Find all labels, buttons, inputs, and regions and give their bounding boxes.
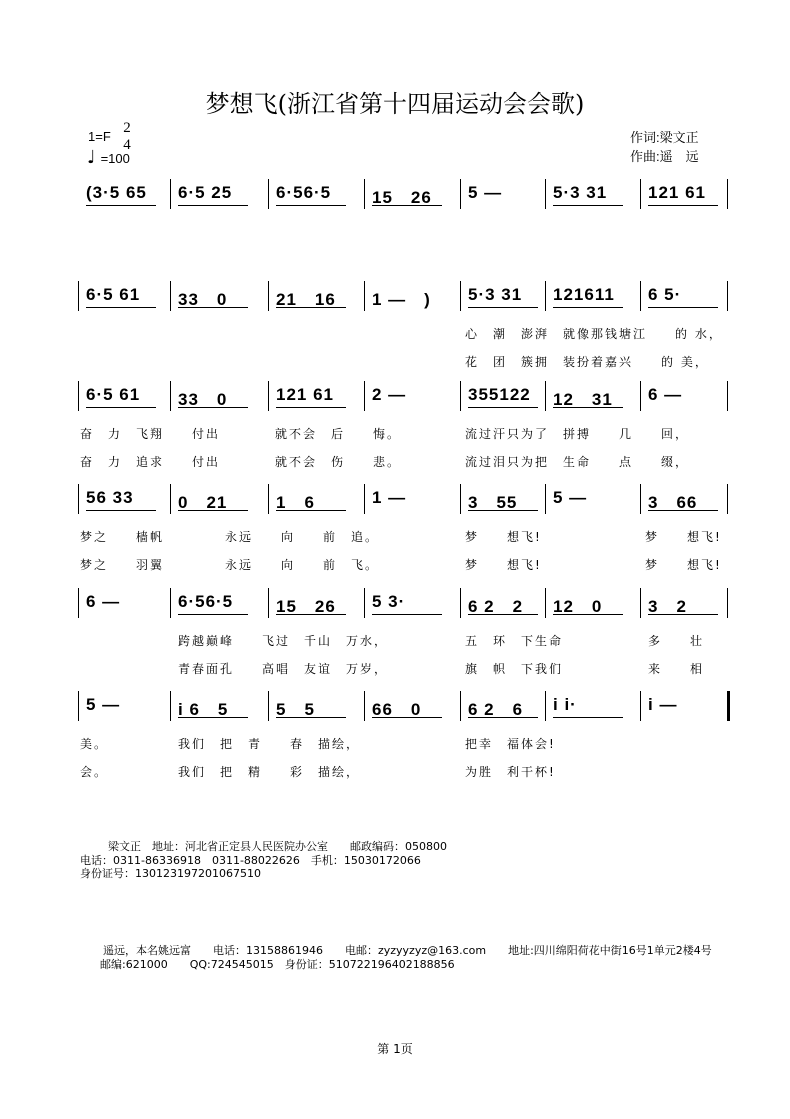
lyric-line: 梦之 樯帆 — [80, 530, 165, 544]
lyric-line: 把幸 福体会! — [465, 737, 556, 751]
measure-notes: 5·3 31 — [468, 285, 523, 304]
beam-underline — [276, 717, 346, 718]
measure-notes: 6 2 6 — [468, 700, 524, 719]
bar-line — [727, 381, 728, 411]
lyric-line: 心 潮 澎湃 就像那钱塘江 的 水， — [465, 327, 723, 341]
time-signature-bottom: 4 — [123, 137, 131, 153]
measure-notes: 6·5 61 — [86, 285, 141, 304]
beam-underline — [468, 407, 538, 408]
lyric-line: 会。 — [80, 765, 109, 779]
beam-underline — [178, 510, 248, 511]
measure-notes: 5 — — [86, 695, 121, 714]
measure-notes: 6·5 25 — [178, 183, 233, 202]
bar-line — [460, 484, 461, 514]
beam-underline — [468, 307, 538, 308]
lyric-line: 梦 想飞! — [645, 558, 722, 572]
bar-line — [170, 381, 171, 411]
measure-notes: 2 — — [372, 385, 407, 404]
beam-underline — [468, 717, 538, 718]
bar-line — [170, 179, 171, 209]
bar-line — [545, 179, 546, 209]
bar-line — [364, 691, 365, 721]
bar-line — [268, 381, 269, 411]
bar-line — [78, 588, 79, 618]
measure-notes: 121 61 — [276, 385, 334, 404]
beam-underline — [276, 510, 346, 511]
bar-line — [545, 588, 546, 618]
bar-line — [460, 381, 461, 411]
measure-notes: 6·56·5 — [276, 183, 332, 202]
beam-underline — [553, 407, 623, 408]
measure-notes: 12 0 — [553, 597, 603, 616]
lyric-line: 我们 把 精 彩 描绘， — [178, 765, 361, 779]
measure-notes: 5·3 31 — [553, 183, 608, 202]
bar-line — [640, 691, 641, 721]
measure-notes: 3 66 — [648, 493, 698, 512]
measure-notes: 6·56·5 — [178, 592, 234, 611]
beam-underline — [178, 307, 248, 308]
beam-underline — [178, 205, 248, 206]
measure-notes: 355122 — [468, 385, 531, 404]
bar-line — [364, 381, 365, 411]
song-title: 梦想飞(浙江省第十四届运动会会歌) — [205, 90, 585, 118]
bar-line — [78, 484, 79, 514]
bar-line — [640, 179, 641, 209]
measure-notes: 1 — ) — [372, 290, 431, 309]
time-signature-top: 2 — [123, 120, 131, 136]
measure-notes: (3·5 65 — [86, 183, 147, 202]
beam-underline — [86, 510, 156, 511]
lyric-line: 流过泪只为把 生命 点 缀， — [465, 455, 690, 469]
lyric-line: 就不会 后 悔。 — [275, 427, 402, 441]
beam-underline — [648, 614, 718, 615]
lyric-line: 美。 — [80, 737, 109, 751]
bar-line — [460, 691, 461, 721]
beam-underline — [468, 510, 538, 511]
measure-notes: 1 6 — [276, 493, 315, 512]
beam-underline — [372, 614, 442, 615]
beam-underline — [648, 510, 718, 511]
lyric-line: 来 相 — [648, 662, 705, 676]
bar-line — [170, 281, 171, 311]
lyric-line: 五 环 下生命 — [465, 634, 564, 648]
measure-notes: i — — [648, 695, 678, 714]
beam-underline — [178, 717, 248, 718]
measure-notes: 12 31 — [553, 390, 613, 409]
measure-notes: 5 — — [468, 183, 503, 202]
bar-line — [78, 691, 79, 721]
beam-underline — [553, 307, 623, 308]
bar-line — [268, 281, 269, 311]
beam-underline — [86, 407, 156, 408]
bar-line — [364, 179, 365, 209]
bar-line — [268, 179, 269, 209]
measure-notes: 6 5· — [648, 285, 682, 304]
lyric-line: 青春面孔 高唱 友谊 万岁， — [178, 662, 389, 676]
beam-underline — [178, 407, 248, 408]
lyric-line: 我们 把 青 春 描绘， — [178, 737, 361, 751]
beam-underline — [276, 205, 346, 206]
lyric-line: 多 壮 — [648, 634, 705, 648]
beam-underline — [648, 307, 718, 308]
measure-notes: i i· — [553, 695, 577, 714]
lyric-line: 永远 向 前 追。 — [225, 530, 380, 544]
bar-line — [727, 281, 728, 311]
lyric-line: 奋 力 飞翔 付出 — [80, 427, 221, 441]
bar-line — [170, 691, 171, 721]
lyric-line: 永远 向 前 飞。 — [225, 558, 380, 572]
beam-underline — [372, 717, 442, 718]
bar-line — [727, 691, 730, 721]
measure-notes: 33 0 — [178, 390, 228, 409]
quarter-note-icon: ♩ — [87, 147, 96, 168]
bar-line — [78, 281, 79, 311]
measure-notes: 6·5 61 — [86, 385, 141, 404]
measure-notes: 6 — — [648, 385, 683, 404]
bar-line — [727, 588, 728, 618]
bar-line — [545, 381, 546, 411]
lyric-line: 就不会 伤 悲。 — [275, 455, 402, 469]
beam-underline — [178, 614, 248, 615]
beam-underline — [553, 717, 623, 718]
bar-line — [364, 484, 365, 514]
lyricist-contact-line-2: 电话：0311-86336918 0311-88022626 手机：15030172066 — [80, 854, 421, 867]
beam-underline — [648, 205, 718, 206]
measure-notes: 6 — — [86, 592, 121, 611]
measure-notes: 0 21 — [178, 493, 228, 512]
beam-underline — [276, 407, 346, 408]
bar-line — [640, 588, 641, 618]
beam-underline — [86, 205, 156, 206]
bar-line — [727, 484, 728, 514]
measure-notes: 1 — — [372, 488, 407, 507]
bar-line — [545, 281, 546, 311]
beam-underline — [276, 307, 346, 308]
page-number: 第 1页 — [377, 1042, 413, 1056]
bar-line — [727, 179, 728, 209]
measure-notes: 5 3· — [372, 592, 406, 611]
lyric-line: 跨越巅峰 飞过 千山 万水， — [178, 634, 389, 648]
tempo-value: =100 — [100, 151, 130, 166]
bar-line — [268, 484, 269, 514]
lyricist-contact-line-1: 梁文正 地址：河北省正定县人民医院办公室 邮政编码：050800 — [108, 840, 447, 853]
lyric-line: 梦之 羽翼 — [80, 558, 165, 572]
bar-line — [460, 588, 461, 618]
lyric-line: 奋 力 追求 付出 — [80, 455, 221, 469]
measure-notes: 15 26 — [372, 188, 432, 207]
lyric-line: 梦 想飞! — [645, 530, 722, 544]
measure-notes: 66 0 — [372, 700, 422, 719]
composer-credit: 作曲:遥 远 — [630, 149, 699, 164]
bar-line — [364, 281, 365, 311]
measure-notes: 15 26 — [276, 597, 336, 616]
bar-line — [640, 281, 641, 311]
bar-line — [545, 691, 546, 721]
measure-notes: 21 16 — [276, 290, 336, 309]
measure-notes: 56 33 — [86, 488, 134, 507]
lyric-line: 花 团 簇拥 装扮着嘉兴 的 美， — [465, 355, 709, 369]
measure-notes: 33 0 — [178, 290, 228, 309]
beam-underline — [86, 307, 156, 308]
bar-line — [170, 588, 171, 618]
measure-notes: 5 5 — [276, 700, 315, 719]
lyric-line: 为胜 利干杯! — [465, 765, 556, 779]
beam-underline — [468, 614, 538, 615]
bar-line — [640, 484, 641, 514]
measure-notes: 6 2 2 — [468, 597, 524, 616]
lyric-line: 梦 想飞! — [465, 530, 542, 544]
lyricist-credit: 作词:梁文正 — [630, 130, 699, 145]
lyric-line: 流过汗只为了 拼搏 几 回， — [465, 427, 690, 441]
bar-line — [460, 281, 461, 311]
measure-notes: 5 — — [553, 488, 588, 507]
bar-line — [268, 691, 269, 721]
measure-notes: 121611 — [553, 285, 615, 304]
bar-line — [460, 179, 461, 209]
measure-notes: i 6 5 — [178, 700, 229, 719]
bar-line — [78, 381, 79, 411]
lyricist-contact-line-3: 身份证号：130123197201067510 — [80, 867, 261, 880]
bar-line — [268, 588, 269, 618]
bar-line — [545, 484, 546, 514]
beam-underline — [553, 614, 623, 615]
beam-underline — [276, 614, 346, 615]
composer-contact-line-1: 遥远，本名姚远富 电话：13158861946 电邮：zyzyyzyz@163.com 地址:四川绵阳荷花中街16号1单元2楼4号 — [103, 944, 712, 957]
beam-underline — [553, 205, 623, 206]
bar-line — [364, 588, 365, 618]
lyric-line: 旗 帜 下我们 — [465, 662, 564, 676]
measure-notes: 3 2 — [648, 597, 687, 616]
composer-contact-line-2: 邮编:621000 QQ:724545015 身份证：510722196402188856 — [100, 958, 455, 971]
measure-notes: 121 61 — [648, 183, 706, 202]
bar-line — [640, 381, 641, 411]
key-signature: 1=F — [88, 129, 111, 144]
beam-underline — [372, 205, 442, 206]
measure-notes: 3 55 — [468, 493, 518, 512]
lyric-line: 梦 想飞! — [465, 558, 542, 572]
bar-line — [170, 484, 171, 514]
tempo-marking — [87, 147, 130, 168]
